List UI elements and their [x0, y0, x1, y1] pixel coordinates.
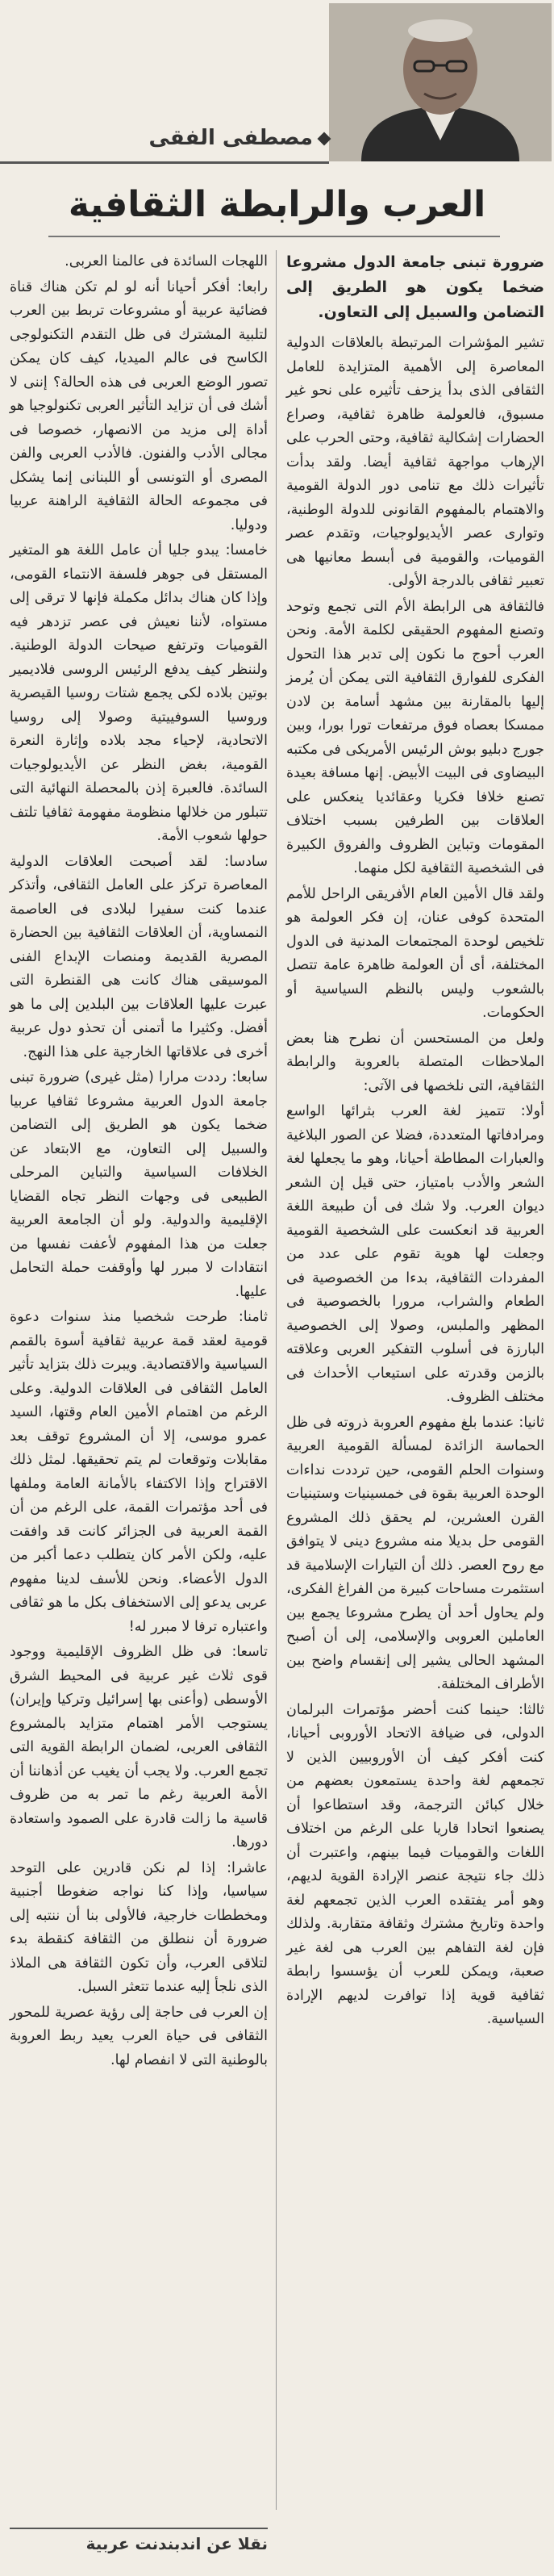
author-bar: [0, 121, 329, 164]
article-paragraph: رابعا: أفكر أحيانا أنه لو لم تكن هناك قناة فضائية عربية أو مشروعات تربط بين العرب لتلبية المشترك فى ظل التقدم التكنولوجى الكاسح فى عالم الميديا، كيف كان يمكن تصور الوضع العربى فى هذه الحالة؟ إننى لا أشك فى أن تزايد التأثير العربى تكنولوجيا هو أداة إلى مزيد من الانصهار، خصوصا فى مجالى الأدب والفنون. فالأدب العربى والفن المصرى أو التونسى أو اللبنانى إنما يشكل فى مجموعه الحالة الثقافية الراهنة عربيا ودوليا.: [10, 278, 268, 533]
article-paragraph: أولا: تتميز لغة العرب بثرائها الواسع ومرادفاتها المتعددة، فضلا عن الصور البلاغية والعبارات المطاطة أحيانا، وهو ما يجعلها لغة الشعر والأدب بامتياز، حتى قيل إن الشعر ديوان العرب. ولا شك فى أن طبيعة اللغة العربية قد انعكست على الشخصية القومية وجعلت لها هوية تقوم على عدد من المفردات الثقافية، بدءا من الخصوصية فى الطعام والشراب، مرورا بالخصوصية فى المظهر والملبس، وصولا إلى الخصوصية البارزة فى أسلوب التفكير العربى وعلاقته بالزمن وقدرته على استيعاب الأحداث فى مختلف الظروف.: [286, 1103, 544, 1405]
article-paragraph: عاشرا: إذا لم نكن قادرين على التوحد سياسيا، وإذا كنا نواجه ضغوطا أجنبية ومخططات خارجية، فالأولى بنا أن ننتبه إلى ضرورة أن ننطلق من الثقافة كنقطة بدء لتلاقى العرب، وأن تكون الثقافة هى الملاذ الذى نلجأ إليه عندما تتعثر السبل.: [10, 1859, 268, 1995]
article-paragraph: خامسا: يبدو جليا أن عامل اللغة هو المتغير المستقل فى جوهر فلسفة الانتماء القومى، وإذا كان هناك بدائل مكملة فإنها لا ترقى إلى مستواه، لأننا نعيش فى عصر تزدهر فيه القوميات وترتفع صيحات الدولة الوطنية. ولننظر كيف يدفع الرئيس الروسى فلاديمير بوتين بلاده لكى يجمع شتات روسيا القيصرية وروسيا السوفييتية وصولا إلى روسيا الاتحادية، لإحياء مجد بلاده وإثارة النعرة القومية، بغض النظر عن الأيديولوجيات السائدة. فالعبرة إذن بالمحصلة النهائية التى تتبلور من خلالها منظومة مفهومة ثقافيا تلتف حولها شعوب الأمة.: [10, 542, 268, 844]
article-paragraph: سادسا: لقد أصبحت العلاقات الدولية المعاصرة تركز على العامل الثقافى، وأتذكر عندما كنت سفيرا لبلادى فى العاصمة النمساوية، أن العلاقات الثقافية بين الحضارة المصرية القديمة ومنصات الإبداع الفنى الموسيقى هناك كانت هى القنطرة التى عبرت عليها العلاقات بين البلدين إلى ما هو أفضل. وكثيرا ما أتمنى أن تحذو دول عربية أخرى فى علاقاتها الخارجية على هذا النهج.: [10, 853, 268, 1060]
article-paragraph: تاسعا: فى ظل الظروف الإقليمية ووجود قوى ثلاث غير عربية فى المحيط الشرق الأوسطى (وأعنى بها إسرائيل وتركيا وإيران) يستوجب الأمر اهتمام متزايد بالمشروع الثقافى العربى، لضمان الرابطة القوية التى تجمع العرب. ولا يجب أن يغيب عن أذهاننا أن الأمة العربية رغم ما تمر به من ظروف قاسية ما زالت قادرة على الصمود واستعادة دورها.: [10, 1644, 268, 1850]
article-column-left: [10, 250, 268, 2074]
author-photo: [329, 3, 552, 161]
author-portrait-icon: [329, 3, 552, 161]
article-paragraph: سابعا: رددت مرارا (مثل غيرى) ضرورة تبنى جامعة الدول العربية مشروعا ثقافيا عربيا ضخما يكون هو الطريق إلى التضامن والسبيل إلى التعاون، مع الابتعاد عن الخلافات السياسية والتباين المرحلى الطبيعى فى وجهات النظر تجاه القضايا الإقليمية والدولية. ولو أن الجامعة العربية جعلت من هذا المفهوم لأعفت نفسها من انتقادات لا مبرر لها وأوقفت حملة التحامل عليها.: [10, 1069, 268, 1300]
article-paragraph: فالثقافة هى الرابطة الأم التى تجمع وتوحد وتصنع المفهوم الحقيقى لكلمة الأمة. ونحن العرب أحوج ما نكون إلى تدبر هذا التحول الفكرى للفوارق الثقافية التى يمكن أن يُرمز إليها بالمقارنة بين مشهد أسامة بن لادن ممسكا بعصاه فوق مرتفعات تورا بورا، وبين جورج دبليو بوش الرئيس الأمريكى فى مكتبه البيضاوى فى البيت الأبيض. إنها مسافة بعيدة تصنع خلافا فكريا وعقائديا ينعكس على العلاقات بين الطرفين بسبب اختلاف المقومات وتباين الظروف والفروق الكبيرة فى الشخصية الثقافية لكل منهما.: [286, 598, 544, 876]
article-column-right: [286, 250, 544, 2034]
diamond-bullet-icon: [318, 132, 331, 146]
author-name: مصطفى الفقى: [148, 126, 313, 150]
title-divider: [48, 236, 500, 237]
article-paragraph: ولقد قال الأمين العام الأفريقى الراحل للأمم المتحدة كوفى عنان، إن فكر العولمة هو تلخيص لوحدة المجتمعات المدنية فى الدول المختلفة، أى أن العولمة ظاهرة عامة تتصل بالشعوب وليس بالنظم السياسية أو الحكومات.: [286, 885, 544, 1021]
article-paragraph: ولعل من المستحسن أن نطرح هنا بعض الملاحظات المتصلة بالعروبة والرابطة الثقافية، التى نلخصها فى الآتى:: [286, 1030, 544, 1094]
source-bar: [10, 2528, 268, 2561]
article-paragraph: ثالثا: حينما كنت أحضر مؤتمرات البرلمان الدولى، فى ضيافة الاتحاد الأوروبى أحيانا، كنت أفكر كيف أن الأوروبيين الذين لا تجمعهم لغة واحدة يستمعون بعضهم من خلال كبائن الترجمة، وقد استطاعوا أن يصنعوا اتحادا قاريا على الرغم من اختلاف اللغات والقوميات فيما بينهم، واعتبرت أن ذلك جاء نتيجة عنصر الإرادة القوية لديهم، وهو أمر يفتقده العرب الذين تجمعهم لغة واحدة وتاريخ مشترك وثقافة متقاربة. ولذلك فإن لغة التفاهم بين العرب هى لغة غير صعبة، ويمكن للعرب أن يؤسسوا رابطة ثقافية قوية إذا توافرت لديهم الإرادة السياسية.: [286, 1701, 544, 2027]
article-paragraph: تشير المؤشرات المرتبطة بالعلاقات الدولية المعاصرة إلى الأهمية المتزايدة للعامل الثقافى الذى بدأ يزحف تأثيره على نحو غير مسبوق، فالعولمة ظاهرة ثقافية، وصراع الحضارات إشكالية ثقافية، وحتى الحرب على الإرهاب مواجهة ثقافية أيضا. ولقد بدأت تأثيرات ذلك مع تنامى دور الدولة القومية والاهتمام بالمفهوم القانونى للدولة الوطنية، وتوارى عصر الأيديولوجيات، وتقدم عصر القوميات، والقومية فى أبسط معانيها هى تعبير ثقافى بالدرجة الأولى.: [286, 335, 544, 589]
article-paragraph: ثانيا: عندما بلغ مفهوم العروبة ذروته فى ظل الحماسة الزائدة لمسألة القومية العربية وسنوات الحلم القومى، حين ترددت نداءات الوحدة العربية بقوة فى خمسينيات وستينيات القرن العشرين، لم يحقق ذلك المشروع القومى حل بديلا منه مشروع دينى لا يتوافق مع روح العصر. ذلك أن التيارات الإسلامية قد استثمرت مساحات كبيرة من الفراغ الفكرى، ولم يحاول أحد أن يطرح مشروعا يجمع بين العاملين العروبى والإسلامى، إلى أن أصبح المشهد الحالى يشير إلى إنقسام واضح بين الأطراف المختلفة.: [286, 1414, 544, 1692]
article-paragraph: ثامنا: طرحت شخصيا منذ سنوات دعوة قومية لعقد قمة عربية ثقافية أسوة بالقمم السياسية والاقتصادية. ويبرت ذلك بتزايد تأثير العامل الثقافى فى العلاقات الدولية. وعلى الرغم من اهتمام الأمين العام وقتها، السيد عمرو موسى، إلا أن المشروع توقف بعد مقابلات وتوقعات لم يتم تحقيقها. لمثل ذلك الاقتراح وإذا الاكتفاء بالأمانة العامة وملفها فى أحد مؤتمرات القمة، على الرغم من أن القمة العربية فى الجزائر كانت قد وافقت عليه، ولكن الأمر كان يتطلب دعما أكبر من الدول الأعضاء. ونحن للأسف لدينا مفهوم عربى يدعو إلى الاستخفاف بكل ما هو ثقافى واعتباره ترفا لا مبرر له!: [10, 1309, 268, 1635]
article-paragraph: إن العرب فى حاجة إلى رؤية عصرية للمحور الثقافى فى حياة العرب يعيد ربط العروبة بالوطنية التى لا انفصام لها.: [10, 2004, 268, 2068]
article-title: العرب والرابطة الثقافية: [68, 184, 486, 225]
column-divider: [276, 250, 277, 2510]
source-credit: نقلا عن اندبندنت عربية: [85, 2534, 268, 2553]
article-lead: ضرورة تبنى جامعة الدول مشروعا ضخما يكون هو الطريق إلى التضامن والسبيل إلى التعاون.: [286, 253, 544, 321]
article-paragraph: اللهجات السائدة فى عالمنا العربى.: [65, 253, 268, 270]
